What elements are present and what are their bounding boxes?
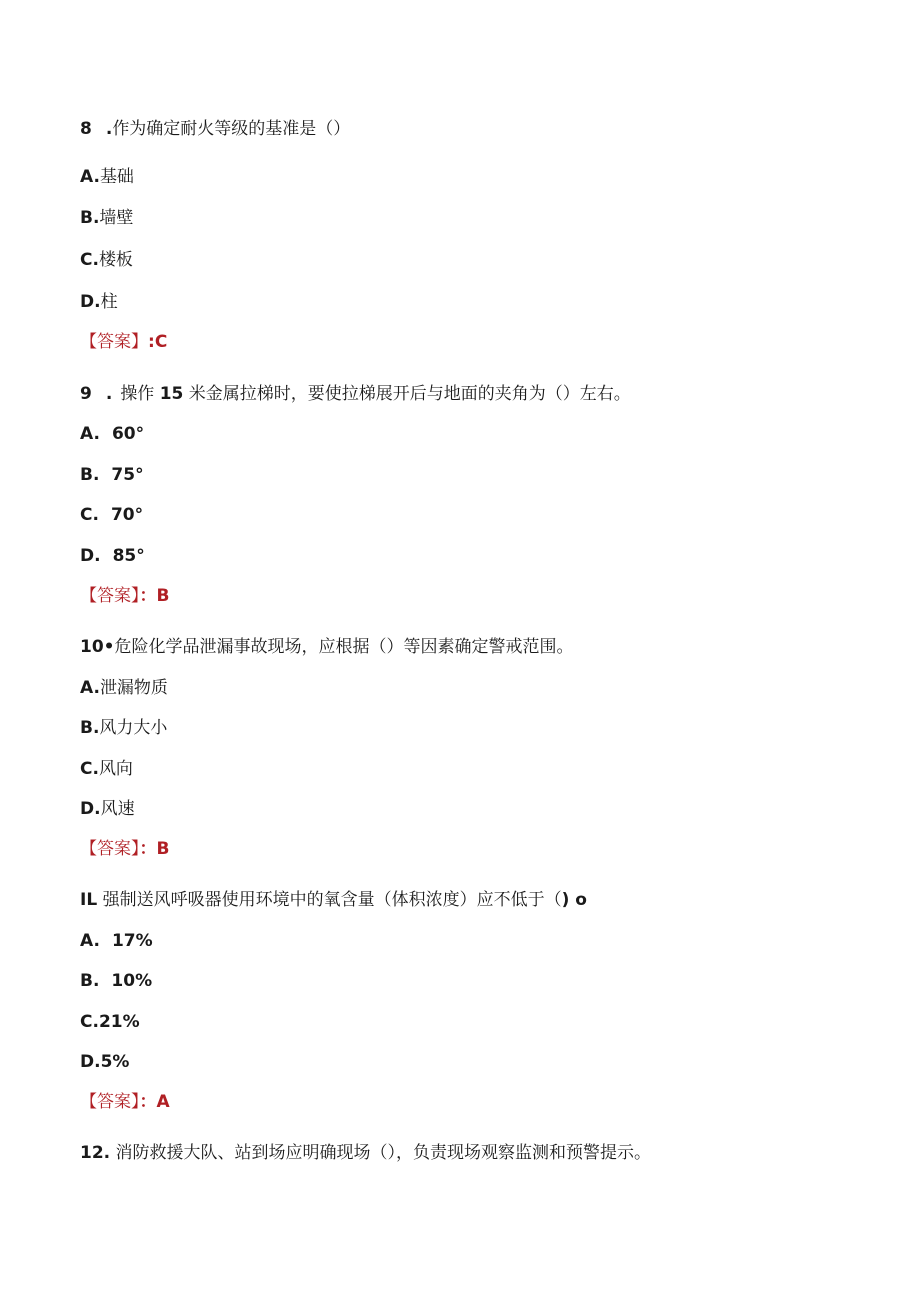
option-text: 泄漏物质 <box>99 678 168 698</box>
option-text: 柱 <box>100 292 118 312</box>
question-10-option-c <box>80 757 133 781</box>
option-text: 10% <box>111 971 153 991</box>
option-letter: B. <box>80 208 100 228</box>
option-letter: D. <box>80 799 101 819</box>
question-text-tail: ) o <box>561 890 587 910</box>
answer-separator: ： <box>139 839 157 859</box>
answer-separator: : <box>148 332 155 352</box>
question-8-answer <box>80 330 167 354</box>
option-letter: A. <box>80 167 100 187</box>
question-text-number: 15 <box>159 384 184 404</box>
question-number: IL <box>80 890 98 910</box>
option-text: 基础 <box>99 167 134 187</box>
question-text-pre: 操作 <box>120 384 160 404</box>
question-9-option-a <box>80 422 144 446</box>
question-separator: . <box>105 384 113 404</box>
option-text: 75° <box>111 465 144 485</box>
option-letter: C. <box>80 505 99 525</box>
question-number: 8 <box>80 119 92 139</box>
option-text: 风速 <box>100 799 135 819</box>
question-10-option-a <box>80 676 168 700</box>
option-letter: C. <box>80 250 99 270</box>
question-8-option-a <box>80 165 134 189</box>
question-10-option-d <box>80 797 135 821</box>
question-9-stem <box>80 382 631 406</box>
answer-label: 【答案】 <box>80 1092 140 1112</box>
option-letter: C. <box>80 1012 99 1032</box>
option-text: 17% <box>111 931 153 951</box>
option-letter: D. <box>80 1052 101 1072</box>
question-8-option-c <box>80 248 133 272</box>
question-number: 10• <box>80 637 115 657</box>
question-text-post: 米金属拉梯时，要使拉梯展开后与地面的夹角为（）左右。 <box>183 384 631 404</box>
question-12-stem <box>80 1141 651 1165</box>
question-9-option-d <box>80 544 145 568</box>
answer-value: B <box>156 586 170 606</box>
option-letter: A. <box>80 678 100 698</box>
option-letter: A. <box>80 424 100 444</box>
option-letter: B. <box>80 718 100 738</box>
option-letter: D. <box>80 546 101 566</box>
option-letter: B. <box>80 971 100 991</box>
option-letter: C. <box>80 759 99 779</box>
option-text: 70° <box>110 505 144 525</box>
option-letter: B. <box>80 465 100 485</box>
question-11-stem <box>80 888 587 912</box>
option-text: 风向 <box>98 759 133 779</box>
answer-separator: ： <box>139 1092 157 1112</box>
answer-separator: ： <box>139 586 157 606</box>
question-9-option-b <box>80 463 144 487</box>
option-text: 85° <box>112 546 145 566</box>
question-8-stem <box>80 117 350 141</box>
question-separator: . <box>105 119 113 139</box>
question-9-option-c <box>80 503 143 527</box>
question-8-option-d <box>80 290 118 314</box>
question-number: 12. <box>80 1143 111 1163</box>
question-text: 作为确定耐火等级的基准是（） <box>112 119 351 139</box>
question-text: 消防救援大队、站到场应明确现场（），负责现场观察监测和预警提示。 <box>110 1143 652 1163</box>
question-10-option-b <box>80 716 167 740</box>
answer-value: A <box>156 1092 170 1112</box>
question-text: 危险化学品泄漏事故现场，应根据（）等因素确定警戒范围。 <box>114 637 574 657</box>
question-10-stem <box>80 635 574 659</box>
answer-label: 【答案】 <box>80 586 140 606</box>
option-letter: A. <box>80 931 100 951</box>
answer-value: B <box>156 839 170 859</box>
question-11-option-a <box>80 929 153 953</box>
answer-value: C <box>154 332 168 352</box>
question-8-option-b <box>80 206 133 230</box>
option-text: 21% <box>98 1012 140 1032</box>
option-text: 60° <box>111 424 145 444</box>
question-11-option-d <box>80 1050 129 1074</box>
answer-label: 【答案】 <box>80 839 140 859</box>
question-number: 9 <box>80 384 92 404</box>
question-10-answer <box>80 837 169 861</box>
option-text: 楼板 <box>98 250 133 270</box>
question-11-option-c <box>80 1010 140 1034</box>
question-11-option-b <box>80 969 152 993</box>
question-text: 强制送风呼吸器使用环境中的氧含量（体积浓度）应不低于（ <box>97 890 562 910</box>
question-9-answer <box>80 584 169 608</box>
answer-label: 【答案】 <box>80 332 148 352</box>
option-text: 墙壁 <box>99 208 134 228</box>
option-text: 风力大小 <box>99 718 168 738</box>
option-letter: D. <box>80 292 101 312</box>
option-text: 5% <box>100 1052 130 1072</box>
question-11-answer <box>80 1090 170 1114</box>
